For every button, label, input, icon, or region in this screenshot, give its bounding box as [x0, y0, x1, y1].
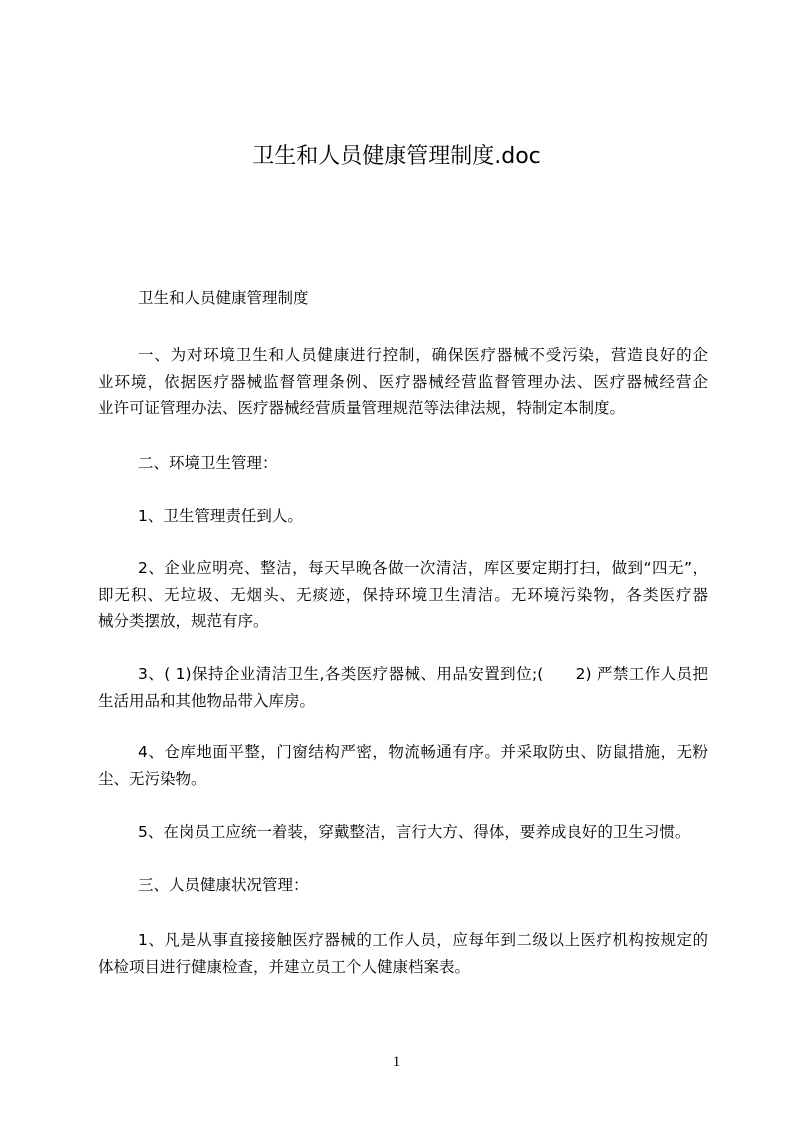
paragraph-line: 4、仓库地面平整，门窗结构严密，物流畅通有序。并采取防虫、防鼠措施，无粉	[138, 743, 708, 761]
paragraph-line: 尘、无污染物。	[98, 769, 207, 788]
paragraph	[98, 739, 708, 792]
paragraph-line: 5、在岗员工应统一着装，穿戴整洁，言行大方、得体，要养成良好的卫生习惯。	[138, 823, 691, 841]
paragraph-line: 三、人员健康状况管理：	[138, 876, 309, 894]
paragraph-line: 1、卫生管理责任到人。	[138, 507, 303, 525]
paragraph-line: 生活用品和其他物品带入库房。	[98, 691, 316, 710]
paragraph	[98, 819, 708, 846]
paragraph	[98, 285, 708, 312]
paragraph-line: 1、凡是从事直接接触医疗器械的工作人员，应每年到二级以上医疗机构按规定的	[138, 931, 708, 949]
page-number: 1	[392, 1054, 401, 1070]
paragraph	[98, 342, 708, 422]
paragraph	[98, 450, 708, 477]
paragraph-line: 卫生和人员健康管理制度	[138, 289, 309, 307]
paragraph-line: 3、( 1)保持企业清洁卫生,各类医疗器械、用品安置到位;( 2) 严禁工作人员把	[138, 665, 708, 683]
paragraph-line: 一、为对环境卫生和人员健康进行控制，确保医疗器械不受污染，营造良好的企	[138, 346, 708, 364]
document-title: 卫生和人员健康管理制度.doc	[252, 144, 541, 169]
paragraph-line: 2、企业应明亮、整洁，每天早晚各做一次清洁，库区要定期打扫，做到“四无”，	[138, 559, 708, 577]
paragraph	[98, 503, 708, 530]
paragraph-line: 业许可证管理办法、医疗器械经营质量管理规范等法律法规，特制定本制度。	[98, 399, 626, 417]
paragraph	[98, 661, 708, 714]
paragraph	[98, 555, 708, 635]
paragraph	[98, 872, 708, 899]
paragraph-line: 械分类摆放，规范有序。	[98, 612, 269, 630]
paragraph-line: 二、环境卫生管理：	[138, 454, 278, 472]
paragraph-line: 即无积、无垃圾、无烟头、无痰迹，保持环境卫生清洁。无环境污染物，各类医疗器	[98, 585, 708, 604]
paragraph	[98, 927, 708, 980]
paragraph-line: 业环境，依据医疗器械监督管理条例、医疗器械经营监督管理办法、医疗器械经营企	[98, 372, 708, 391]
paragraph-line: 体检项目进行健康检查，并建立员工个人健康档案表。	[98, 957, 471, 976]
